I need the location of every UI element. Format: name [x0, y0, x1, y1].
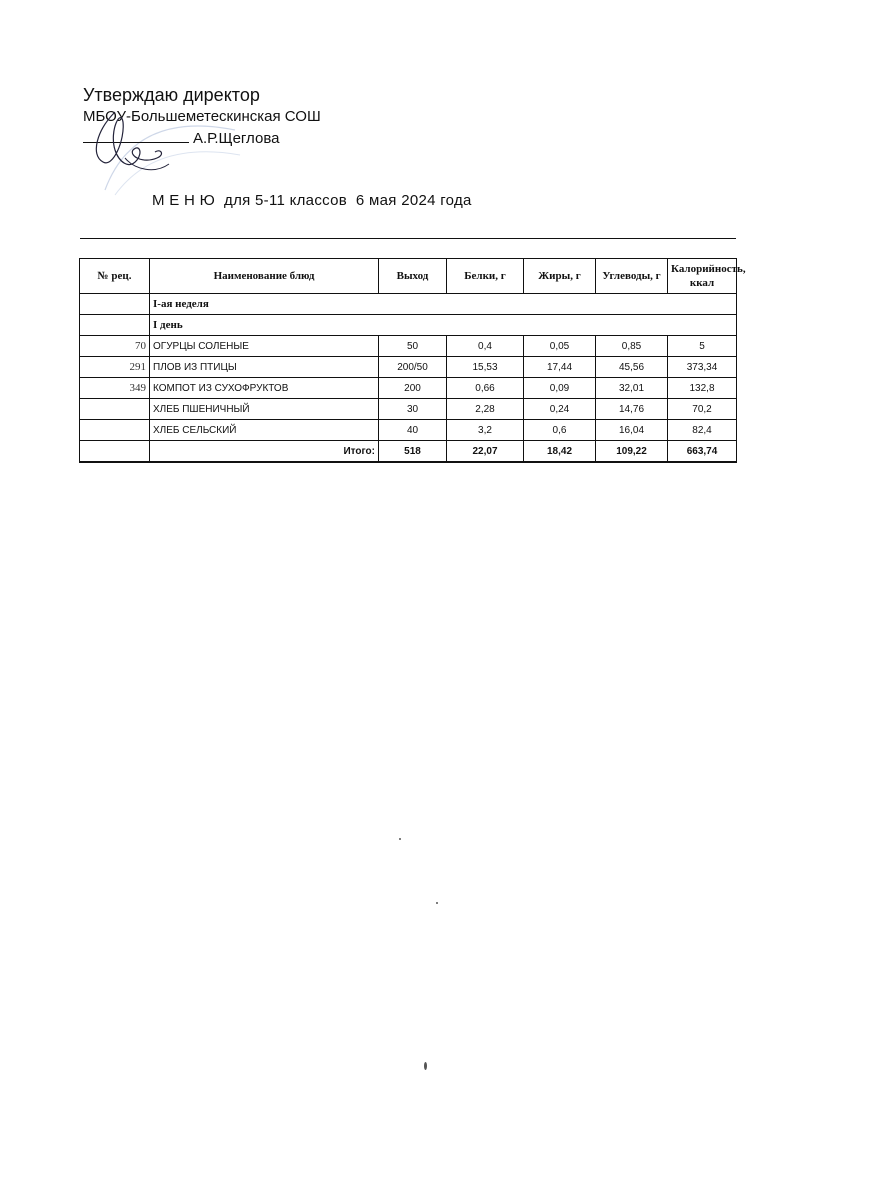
day-row: [80, 315, 737, 336]
recipe-number: 70: [80, 336, 150, 357]
carbs-value: 0,85: [596, 336, 668, 357]
recipe-number: [80, 420, 150, 441]
handwritten-signature: [85, 100, 205, 195]
table-row: [80, 399, 737, 420]
recipe-number: 291: [80, 357, 150, 378]
total-carbs: 109,22: [596, 441, 668, 463]
output-value: 50: [379, 336, 447, 357]
recipe-number: [80, 399, 150, 420]
fat-value: 17,44: [524, 357, 596, 378]
calories-value: 70,2: [668, 399, 737, 420]
signer-name: А.Р.Щеглова: [193, 130, 280, 147]
protein-value: 3,2: [447, 420, 524, 441]
day-label: I день: [150, 315, 737, 336]
dish-name: ХЛЕБ СЕЛЬСКИЙ: [150, 420, 379, 441]
fat-value: 0,24: [524, 399, 596, 420]
table-row: [80, 336, 737, 357]
week-row: [80, 294, 737, 315]
carbs-value: 32,01: [596, 378, 668, 399]
total-output: 518: [379, 441, 447, 463]
menu-table: [79, 258, 746, 463]
dish-name: ХЛЕБ ПШЕНИЧНЫЙ: [150, 399, 379, 420]
protein-value: 2,28: [447, 399, 524, 420]
table-row: [80, 378, 737, 399]
total-fat: 18,42: [524, 441, 596, 463]
fat-value: 0,6: [524, 420, 596, 441]
school-name: МБОУ-Большеметескинская СОШ: [83, 108, 321, 125]
title-divider: [80, 238, 736, 239]
week-label: I-ая неделя: [150, 294, 737, 315]
table-row: [80, 357, 737, 378]
calories-value: 373,34: [668, 357, 737, 378]
total-protein: 22,07: [447, 441, 524, 463]
scan-speck: [436, 902, 438, 904]
menu-title: М Е Н Ю для 5-11 классов 6 мая 2024 года: [152, 192, 472, 209]
carbs-value: 45,56: [596, 357, 668, 378]
protein-value: 0,66: [447, 378, 524, 399]
fat-value: 0,05: [524, 336, 596, 357]
col-header-output: Выход: [379, 259, 447, 294]
recipe-number: 349: [80, 378, 150, 399]
dish-name: КОМПОТ ИЗ СУХОФРУКТОВ: [150, 378, 379, 399]
scan-speck: [399, 838, 401, 840]
protein-value: 15,53: [447, 357, 524, 378]
total-calories: 663,74: [668, 441, 737, 463]
fat-value: 0,09: [524, 378, 596, 399]
protein-value: 0,4: [447, 336, 524, 357]
col-header-dish: Наименование блюд: [150, 259, 379, 294]
output-value: 200/50: [379, 357, 447, 378]
total-row: [80, 441, 737, 463]
scan-speck: [424, 1062, 427, 1070]
output-value: 30: [379, 399, 447, 420]
col-header-carbs: Углеводы, г: [596, 259, 668, 294]
output-value: 40: [379, 420, 447, 441]
total-label: Итого:: [150, 441, 379, 463]
dish-name: ОГУРЦЫ СОЛЕНЫЕ: [150, 336, 379, 357]
table-row: [80, 420, 737, 441]
output-value: 200: [379, 378, 447, 399]
col-header-fat: Жиры, г: [524, 259, 596, 294]
dish-name: ПЛОВ ИЗ ПТИЦЫ: [150, 357, 379, 378]
col-header-protein: Белки, г: [447, 259, 524, 294]
table-header-row: [80, 259, 737, 294]
approve-title: Утверждаю директор: [83, 85, 260, 105]
calories-value: 132,8: [668, 378, 737, 399]
col-header-recipe: № рец.: [80, 259, 150, 294]
calories-value: 5: [668, 336, 737, 357]
calories-value: 82,4: [668, 420, 737, 441]
carbs-value: 16,04: [596, 420, 668, 441]
carbs-value: 14,76: [596, 399, 668, 420]
col-header-calories: Калорийность, ккал: [668, 259, 737, 294]
